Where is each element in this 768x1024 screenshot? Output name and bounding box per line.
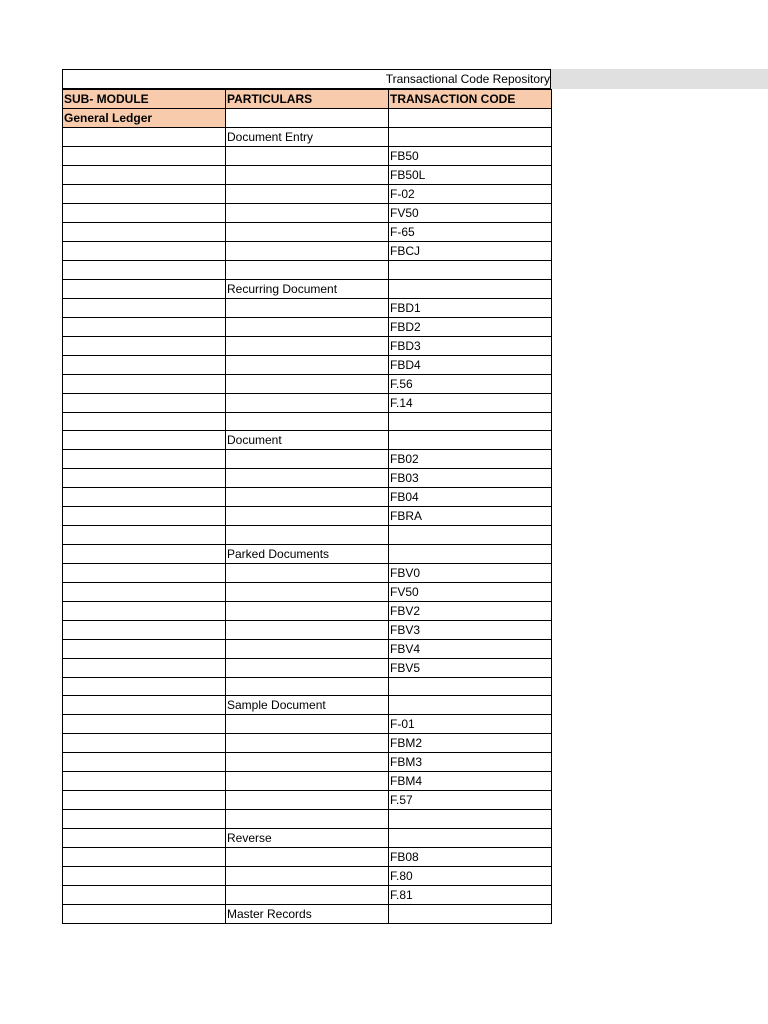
transaction-code-cell[interactable]: [389, 544, 552, 563]
particulars-cell[interactable]: [226, 885, 389, 904]
transaction-code-cell[interactable]: FBV2: [389, 601, 552, 620]
transaction-code-cell[interactable]: [389, 828, 552, 847]
sub-module-cell[interactable]: [63, 450, 226, 469]
table-row: [63, 544, 552, 563]
table-row: [63, 601, 552, 620]
transaction-code-cell[interactable]: FBM3: [389, 753, 552, 772]
particulars-cell[interactable]: [226, 469, 389, 488]
sub-module-cell[interactable]: [63, 336, 226, 355]
transaction-code-cell[interactable]: [389, 696, 552, 715]
table-row: [63, 620, 552, 639]
transaction-code-cell[interactable]: [389, 810, 552, 829]
sub-module-cell[interactable]: [63, 469, 226, 488]
table-row: [63, 450, 552, 469]
sub-module-cell[interactable]: [63, 658, 226, 677]
sub-module-cell[interactable]: [63, 166, 226, 185]
sub-module-cell[interactable]: [63, 639, 226, 658]
transaction-code-cell[interactable]: FB08: [389, 847, 552, 866]
sub-module-cell[interactable]: [63, 582, 226, 601]
sub-module-cell[interactable]: [63, 772, 226, 791]
table-row: [63, 526, 552, 545]
transaction-code-cell[interactable]: [389, 526, 552, 545]
particulars-cell[interactable]: [226, 166, 389, 185]
table-row: [63, 298, 552, 317]
sub-module-cell[interactable]: [63, 374, 226, 393]
transaction-code-cell[interactable]: FBD1: [389, 298, 552, 317]
table-row: [63, 753, 552, 772]
particulars-cell[interactable]: [226, 261, 389, 280]
table-row: [63, 223, 552, 242]
transaction-code-cell[interactable]: F.57: [389, 791, 552, 810]
table-row: [63, 166, 552, 185]
particulars-cell[interactable]: [226, 847, 389, 866]
particulars-cell[interactable]: [226, 772, 389, 791]
particulars-cell[interactable]: [226, 488, 389, 507]
transaction-code-cell[interactable]: F.81: [389, 885, 552, 904]
table-row: [63, 772, 552, 791]
header-sub-module[interactable]: SUB- MODULE: [63, 90, 226, 109]
sub-module-cell[interactable]: [63, 128, 226, 147]
transaction-code-cell[interactable]: F.80: [389, 866, 552, 885]
sub-module-cell[interactable]: [63, 620, 226, 639]
transaction-code-cell[interactable]: [389, 128, 552, 147]
table-row: [63, 696, 552, 715]
sub-module-cell[interactable]: [63, 279, 226, 298]
table-row: [63, 791, 552, 810]
table-row: [63, 109, 552, 128]
particulars-cell[interactable]: [226, 734, 389, 753]
table-row: [63, 147, 552, 166]
transaction-code-cell[interactable]: FV50: [389, 204, 552, 223]
table-row: [63, 828, 552, 847]
particulars-cell[interactable]: [226, 563, 389, 582]
transaction-code-cell[interactable]: FB03: [389, 469, 552, 488]
sheet-title: Transactional Code Repository: [385, 72, 550, 86]
sub-module-cell[interactable]: [63, 563, 226, 582]
transaction-code-cell[interactable]: F.14: [389, 393, 552, 412]
particulars-cell[interactable]: [226, 109, 389, 128]
sub-module-cell[interactable]: [63, 204, 226, 223]
sub-module-cell[interactable]: [63, 355, 226, 374]
table-row: [63, 412, 552, 431]
particulars-cell[interactable]: [226, 336, 389, 355]
particulars-cell[interactable]: Document Entry: [226, 128, 389, 147]
particulars-cell[interactable]: [226, 374, 389, 393]
transaction-code-cell[interactable]: FB04: [389, 488, 552, 507]
particulars-cell[interactable]: [226, 866, 389, 885]
table-row: [63, 904, 552, 923]
particulars-cell[interactable]: [226, 317, 389, 336]
sub-module-cell[interactable]: [63, 544, 226, 563]
sub-module-cell[interactable]: [63, 147, 226, 166]
transaction-code-cell[interactable]: FB02: [389, 450, 552, 469]
transaction-code-cell[interactable]: [389, 261, 552, 280]
particulars-cell[interactable]: [226, 658, 389, 677]
particulars-cell[interactable]: [226, 412, 389, 431]
particulars-cell[interactable]: [226, 810, 389, 829]
table-row: [63, 734, 552, 753]
sub-module-cell[interactable]: General Ledger: [63, 109, 226, 128]
header-row: [63, 90, 552, 109]
sub-module-cell[interactable]: [63, 847, 226, 866]
table-row: [63, 355, 552, 374]
transaction-code-cell[interactable]: FB50L: [389, 166, 552, 185]
transaction-code-cell[interactable]: FBRA: [389, 507, 552, 526]
particulars-cell[interactable]: Parked Documents: [226, 544, 389, 563]
particulars-cell[interactable]: [226, 715, 389, 734]
table-row: [63, 469, 552, 488]
sub-module-cell[interactable]: [63, 488, 226, 507]
sub-module-cell[interactable]: [63, 885, 226, 904]
table-row: [63, 847, 552, 866]
sub-module-cell[interactable]: [63, 507, 226, 526]
table-row: [63, 204, 552, 223]
particulars-cell[interactable]: [226, 298, 389, 317]
sub-module-cell[interactable]: [63, 393, 226, 412]
transaction-code-cell[interactable]: [389, 279, 552, 298]
transaction-code-cell[interactable]: FBV5: [389, 658, 552, 677]
particulars-cell[interactable]: [226, 620, 389, 639]
particulars-cell[interactable]: Recurring Document: [226, 279, 389, 298]
sub-module-cell[interactable]: [63, 317, 226, 336]
transaction-code-cell[interactable]: FV50: [389, 582, 552, 601]
particulars-cell[interactable]: [226, 582, 389, 601]
transaction-code-cell[interactable]: F-01: [389, 715, 552, 734]
transaction-code-cell[interactable]: FBD4: [389, 355, 552, 374]
transaction-code-cell[interactable]: [389, 109, 552, 128]
sub-module-cell[interactable]: [63, 696, 226, 715]
sub-module-cell[interactable]: [63, 261, 226, 280]
table-row: [63, 563, 552, 582]
transaction-code-cell[interactable]: FBV0: [389, 563, 552, 582]
table-row: [63, 507, 552, 526]
table-row: [63, 639, 552, 658]
sub-module-cell[interactable]: [63, 753, 226, 772]
transaction-code-cell[interactable]: [389, 431, 552, 450]
table-row: [63, 715, 552, 734]
particulars-cell[interactable]: Document: [226, 431, 389, 450]
particulars-cell[interactable]: [226, 639, 389, 658]
table-row: [63, 488, 552, 507]
particulars-cell[interactable]: [226, 223, 389, 242]
sub-module-cell[interactable]: [63, 791, 226, 810]
table-row: [63, 279, 552, 298]
particulars-cell[interactable]: [226, 526, 389, 545]
particulars-cell[interactable]: [226, 393, 389, 412]
transaction-code-cell[interactable]: FBV3: [389, 620, 552, 639]
transaction-code-cell[interactable]: FBM2: [389, 734, 552, 753]
transaction-code-cell[interactable]: [389, 412, 552, 431]
particulars-cell[interactable]: [226, 204, 389, 223]
particulars-cell[interactable]: [226, 507, 389, 526]
transaction-code-cell[interactable]: F-65: [389, 223, 552, 242]
particulars-cell[interactable]: Master Records: [226, 904, 389, 923]
table-row: [63, 658, 552, 677]
table-row: [63, 128, 552, 147]
transaction-code-cell[interactable]: FBCJ: [389, 242, 552, 261]
sub-module-cell[interactable]: [63, 526, 226, 545]
transaction-code-cell[interactable]: F.56: [389, 374, 552, 393]
transaction-code-cell[interactable]: FB50: [389, 147, 552, 166]
table-row: [63, 810, 552, 829]
sub-module-cell[interactable]: [63, 601, 226, 620]
table-row: [63, 393, 552, 412]
table-row: [63, 185, 552, 204]
header-transaction-code[interactable]: TRANSACTION CODE: [389, 90, 552, 109]
header-particulars[interactable]: PARTICULARS: [226, 90, 389, 109]
sub-module-cell[interactable]: [63, 904, 226, 923]
sub-module-cell[interactable]: [63, 223, 226, 242]
transaction-code-cell[interactable]: FBV4: [389, 639, 552, 658]
sub-module-cell[interactable]: [63, 734, 226, 753]
particulars-cell[interactable]: [226, 242, 389, 261]
sub-module-cell[interactable]: [63, 828, 226, 847]
table-row: [63, 582, 552, 601]
transaction-code-table: [62, 89, 552, 924]
table-row: [63, 242, 552, 261]
sub-module-cell[interactable]: [63, 431, 226, 450]
particulars-cell[interactable]: [226, 677, 389, 696]
table-row: [63, 866, 552, 885]
table-row: [63, 261, 552, 280]
particulars-cell[interactable]: [226, 601, 389, 620]
table-row: [63, 885, 552, 904]
sub-module-cell[interactable]: [63, 185, 226, 204]
particulars-cell[interactable]: Reverse: [226, 828, 389, 847]
particulars-cell[interactable]: [226, 147, 389, 166]
transaction-code-cell[interactable]: [389, 677, 552, 696]
transaction-code-cell[interactable]: FBD2: [389, 317, 552, 336]
sub-module-cell[interactable]: [63, 715, 226, 734]
sub-module-cell[interactable]: [63, 412, 226, 431]
table-row: [63, 336, 552, 355]
table-row: [63, 677, 552, 696]
sub-module-cell[interactable]: [63, 866, 226, 885]
sub-module-cell[interactable]: [63, 677, 226, 696]
transaction-code-cell[interactable]: FBD3: [389, 336, 552, 355]
particulars-cell[interactable]: [226, 355, 389, 374]
particulars-cell[interactable]: [226, 791, 389, 810]
sub-module-cell[interactable]: [63, 298, 226, 317]
table-row: [63, 317, 552, 336]
particulars-cell[interactable]: [226, 185, 389, 204]
table-row: [63, 431, 552, 450]
particulars-cell[interactable]: [226, 753, 389, 772]
sub-module-cell[interactable]: [63, 810, 226, 829]
particulars-cell[interactable]: Sample Document: [226, 696, 389, 715]
transaction-code-cell[interactable]: FBM4: [389, 772, 552, 791]
transaction-code-cell[interactable]: [389, 904, 552, 923]
transaction-code-cell[interactable]: F-02: [389, 185, 552, 204]
particulars-cell[interactable]: [226, 450, 389, 469]
sub-module-cell[interactable]: [63, 242, 226, 261]
table-row: [63, 374, 552, 393]
